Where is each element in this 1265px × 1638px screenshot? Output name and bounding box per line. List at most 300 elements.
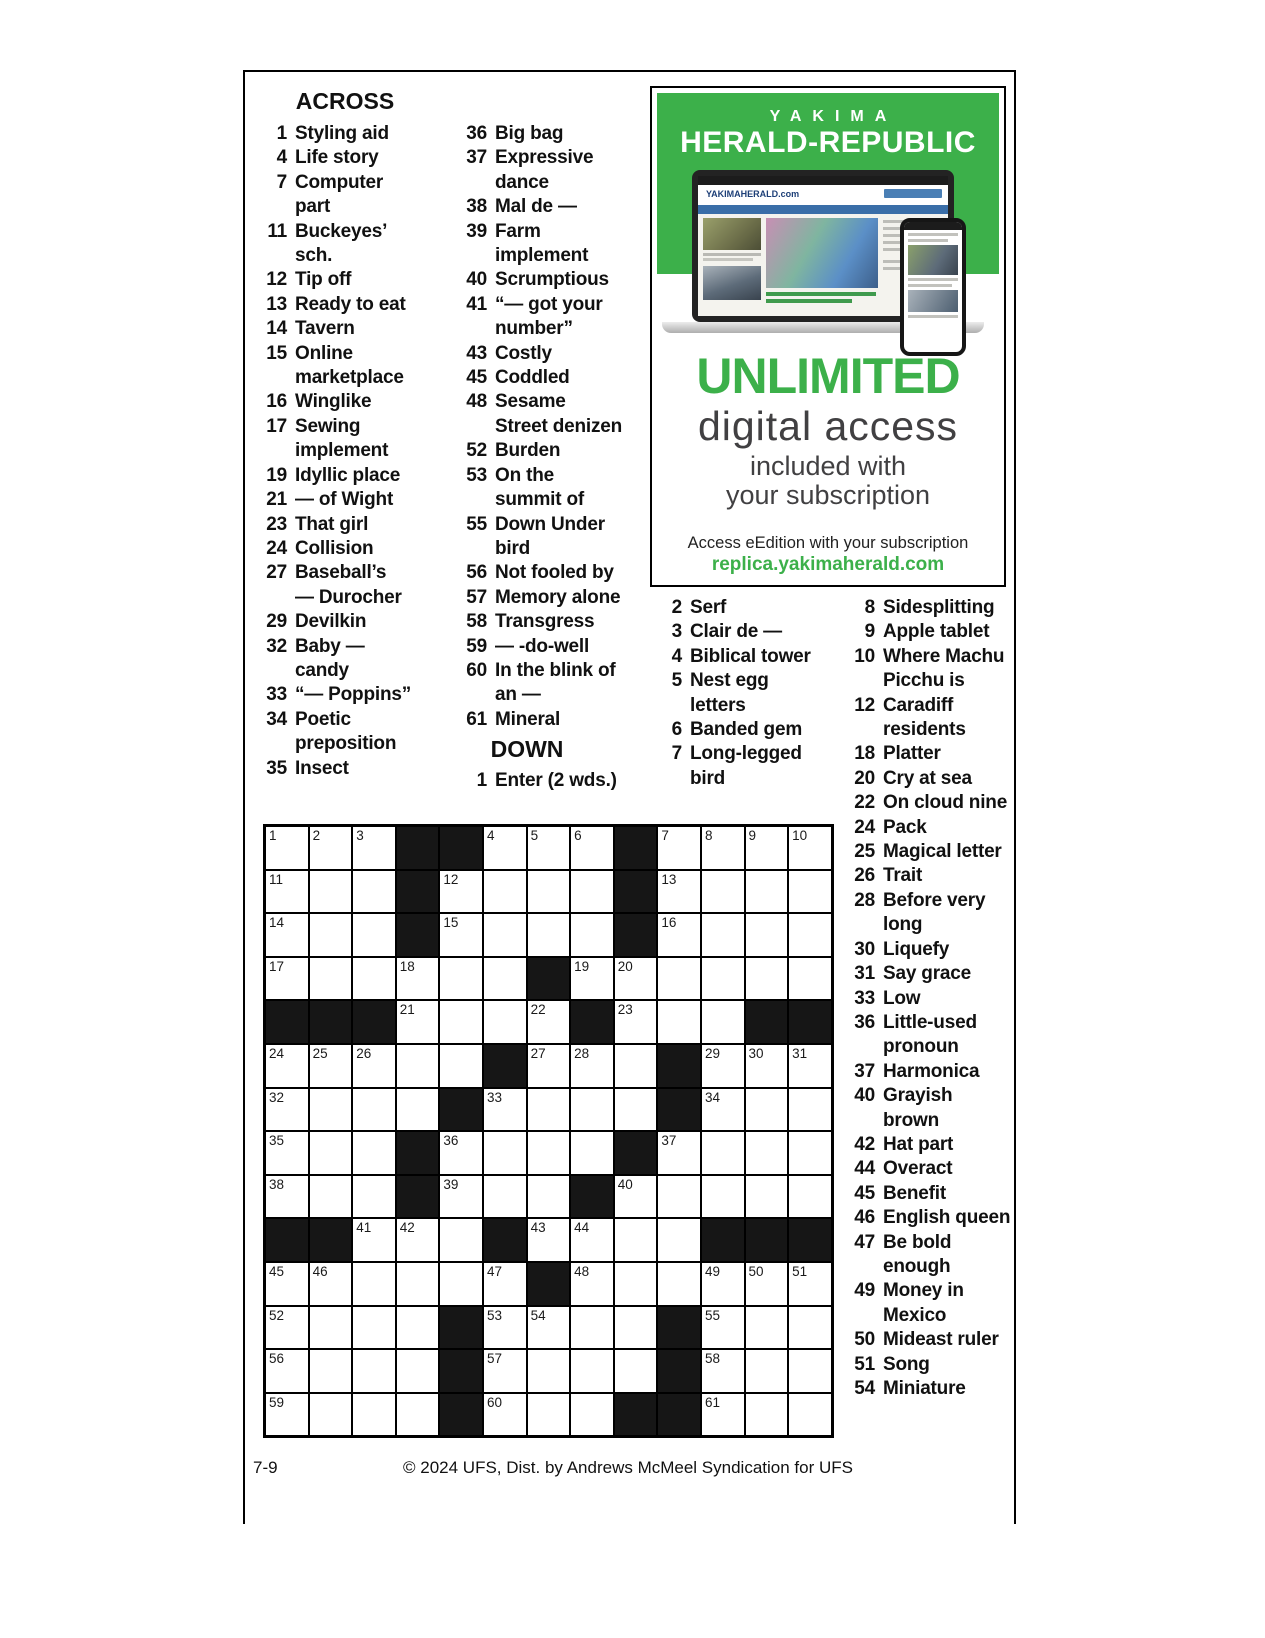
grid-cell[interactable]: [745, 1393, 789, 1437]
grid-cell[interactable]: [527, 913, 571, 957]
clue-item: [836, 1279, 1014, 1328]
grid-cell[interactable]: [657, 1175, 701, 1219]
grid-cell-number: 38: [269, 1176, 285, 1192]
clue-item: [836, 889, 1014, 938]
grid-cell[interactable]: [483, 1000, 527, 1044]
grid-cell[interactable]: [657, 913, 701, 957]
clue-text: Buckeyes’ sch.: [295, 220, 388, 267]
ad-headline: UNLIMITED: [696, 348, 960, 404]
clue-number: 13: [266, 293, 287, 315]
grid-cell-number: 58: [704, 1351, 720, 1367]
clue-number: 55: [466, 513, 487, 535]
grid-cell[interactable]: [657, 1131, 701, 1175]
clue-item: [836, 938, 1014, 962]
clue-item: [252, 171, 438, 220]
grid-cell[interactable]: [439, 957, 483, 1001]
clue-item: [252, 415, 438, 464]
grid-cell[interactable]: [570, 1218, 614, 1262]
clue-number: 24: [266, 537, 287, 559]
grid-cell[interactable]: [265, 1175, 309, 1219]
grid-cell-number: 36: [443, 1133, 459, 1149]
grid-cell[interactable]: [745, 870, 789, 914]
grid-cell[interactable]: [701, 1088, 745, 1132]
grid-cell[interactable]: [265, 1088, 309, 1132]
clue-number: 33: [854, 987, 875, 1009]
grid-cell[interactable]: [265, 1306, 309, 1350]
grid-cell-number: 14: [269, 915, 285, 931]
grid-cell[interactable]: [614, 1088, 658, 1132]
grid-black-cell: [527, 957, 571, 1001]
grid-cell-number: 33: [486, 1089, 502, 1105]
clue-item: [646, 596, 818, 620]
clue-text: Insect: [295, 757, 349, 779]
grid-cell[interactable]: [265, 957, 309, 1001]
grid-cell[interactable]: [352, 1393, 396, 1437]
grid-cell[interactable]: [657, 1000, 701, 1044]
clue-number: 41: [466, 293, 487, 315]
grid-cell[interactable]: [614, 1044, 658, 1088]
grid-cell[interactable]: [439, 1262, 483, 1306]
grid-cell[interactable]: [570, 913, 614, 957]
grid-cell-number: 31: [792, 1045, 808, 1061]
grid-cell-number: 16: [661, 915, 677, 931]
grid-cell[interactable]: [701, 1393, 745, 1437]
clue-text: Scrumptious: [495, 269, 609, 291]
grid-cell[interactable]: [701, 913, 745, 957]
clue-item: [836, 962, 1014, 986]
clue-text: Be bold enough: [883, 1231, 952, 1277]
grid-cell-number: 35: [269, 1133, 285, 1149]
clue-item: [252, 757, 438, 781]
clue-item: [836, 1060, 1014, 1084]
clue-number: 43: [466, 342, 487, 364]
clue-text: Expressive dance: [495, 147, 594, 193]
grid-cell-number: 13: [661, 871, 677, 887]
clue-number: 17: [266, 415, 287, 437]
clue-item: [836, 645, 1014, 694]
grid-cell-number: 41: [356, 1220, 372, 1236]
grid-cell[interactable]: [265, 870, 309, 914]
grid-cell[interactable]: [265, 1262, 309, 1306]
clue-text: Benefit: [883, 1182, 946, 1204]
grid-cell[interactable]: [527, 870, 571, 914]
grid-cell[interactable]: [570, 1088, 614, 1132]
grid-cell[interactable]: [657, 1262, 701, 1306]
grid-cell[interactable]: [745, 957, 789, 1001]
grid-cell[interactable]: [396, 1349, 440, 1393]
grid-cell[interactable]: [396, 957, 440, 1001]
grid-cell[interactable]: [570, 957, 614, 1001]
grid-black-cell: [570, 1175, 614, 1219]
grid-cell[interactable]: [788, 1306, 832, 1350]
grid-black-cell: [439, 1349, 483, 1393]
grid-cell[interactable]: [483, 1088, 527, 1132]
grid-cell[interactable]: [788, 1044, 832, 1088]
grid-cell[interactable]: [483, 957, 527, 1001]
grid-cell-number: 23: [617, 1002, 633, 1018]
grid-black-cell: [396, 870, 440, 914]
clue-item: [836, 767, 1014, 791]
grid-cell[interactable]: [701, 826, 745, 870]
grid-cell[interactable]: [527, 1131, 571, 1175]
clue-text: Burden: [495, 440, 561, 462]
grid-black-cell: [439, 1393, 483, 1437]
clue-number: 58: [466, 611, 487, 633]
grid-cell[interactable]: [745, 1349, 789, 1393]
clue-number: 5: [671, 670, 682, 692]
clue-text: Computer part: [295, 171, 384, 218]
news-photo-large: [766, 218, 878, 288]
grid-cell[interactable]: [309, 1131, 353, 1175]
grid-cell[interactable]: [701, 870, 745, 914]
grid-cell[interactable]: [788, 1393, 832, 1437]
grid-cell[interactable]: [309, 1349, 353, 1393]
grid-cell[interactable]: [352, 1088, 396, 1132]
grid-cell-number: 21: [399, 1002, 415, 1018]
grid-cell[interactable]: [483, 1175, 527, 1219]
down-clue-list-1: [448, 769, 634, 793]
clue-item: [448, 561, 634, 585]
headline-bar: [766, 292, 876, 296]
clue-item: [448, 366, 634, 390]
grid-cell[interactable]: [439, 1218, 483, 1262]
down-clue-list-3: [836, 596, 1014, 1401]
clue-text: Liquefy: [883, 938, 950, 960]
grid-black-cell: [788, 1218, 832, 1262]
clue-number: 10: [854, 645, 875, 667]
caption-bar: [703, 253, 761, 256]
clue-number: 18: [854, 743, 875, 765]
grid-cell[interactable]: [570, 1131, 614, 1175]
grid-cell[interactable]: [745, 1306, 789, 1350]
clue-number: 1: [276, 123, 287, 144]
grid-cell-number: 9: [748, 828, 757, 843]
grid-cell-number: 47: [486, 1263, 502, 1279]
clue-item: [252, 317, 438, 341]
grid-cell[interactable]: [701, 1349, 745, 1393]
grid-cell[interactable]: [527, 1000, 571, 1044]
clue-item: [252, 561, 438, 610]
grid-cell[interactable]: [701, 957, 745, 1001]
clue-item: [448, 586, 634, 610]
clue-text: “— got your number”: [495, 293, 603, 340]
grid-cell[interactable]: [570, 1349, 614, 1393]
clue-text: Banded gem: [690, 719, 803, 741]
grid-cell[interactable]: [483, 826, 527, 870]
grid-cell[interactable]: [745, 1262, 789, 1306]
grid-cell[interactable]: [745, 826, 789, 870]
grid-cell[interactable]: [439, 870, 483, 914]
clue-number: 12: [854, 694, 875, 716]
clue-number: 37: [466, 147, 487, 169]
grid-cell[interactable]: [396, 1218, 440, 1262]
grid-cell[interactable]: [527, 1044, 571, 1088]
puzzle-date: 7-9: [253, 1458, 278, 1477]
grid-cell[interactable]: [483, 870, 527, 914]
grid-cell[interactable]: [570, 1044, 614, 1088]
clue-text: Tip off: [295, 269, 352, 291]
grid-cell[interactable]: [701, 1175, 745, 1219]
grid-cell[interactable]: [439, 1000, 483, 1044]
grid-cell[interactable]: [309, 870, 353, 914]
text-bar: [908, 315, 958, 318]
grid-cell[interactable]: [309, 957, 353, 1001]
grid-cell[interactable]: [788, 957, 832, 1001]
grid-cell[interactable]: [788, 826, 832, 870]
clue-number: 45: [854, 1182, 875, 1204]
grid-cell[interactable]: [265, 1393, 309, 1437]
grid-cell[interactable]: [309, 826, 353, 870]
grid-cell[interactable]: [396, 1262, 440, 1306]
grid-cell[interactable]: [483, 1349, 527, 1393]
grid-cell[interactable]: [527, 1393, 571, 1437]
clue-text: Idyllic place: [295, 464, 401, 486]
grid-cell[interactable]: [788, 1175, 832, 1219]
grid-cell-number: 56: [269, 1351, 285, 1367]
grid-cell-number: 32: [269, 1089, 285, 1105]
clue-text: Mineral: [495, 708, 561, 730]
ad-brand-name: HERALD-REPUBLIC: [680, 126, 976, 159]
clue-text: Sewing implement: [295, 415, 389, 462]
grid-cell[interactable]: [352, 1175, 396, 1219]
grid-cell[interactable]: [483, 1131, 527, 1175]
grid-cell[interactable]: [352, 1131, 396, 1175]
grid-cell[interactable]: [527, 1175, 571, 1219]
grid-cell[interactable]: [788, 1349, 832, 1393]
clue-item: [448, 464, 634, 513]
clue-number: 26: [854, 865, 875, 887]
clue-text: Apple tablet: [883, 621, 990, 643]
grid-cell[interactable]: [614, 1218, 658, 1262]
clue-text: Money in Mexico: [883, 1280, 964, 1326]
clue-item: [836, 1182, 1014, 1206]
clue-item: [836, 1084, 1014, 1133]
grid-cell[interactable]: [657, 826, 701, 870]
grid-cell[interactable]: [396, 1088, 440, 1132]
grid-cell-number: 59: [269, 1394, 285, 1410]
clue-text: Trait: [883, 865, 923, 887]
clue-number: 27: [266, 562, 287, 584]
grid-cell[interactable]: [657, 957, 701, 1001]
grid-cell[interactable]: [527, 1218, 571, 1262]
grid-cell[interactable]: [788, 870, 832, 914]
clue-item: [836, 1231, 1014, 1280]
clue-item: [252, 635, 438, 684]
grid-black-cell: [396, 1131, 440, 1175]
grid-cell[interactable]: [352, 913, 396, 957]
grid-cell[interactable]: [483, 1262, 527, 1306]
grid-cell[interactable]: [614, 1000, 658, 1044]
grid-cell-number: 6: [574, 828, 582, 843]
grid-cell[interactable]: [701, 1262, 745, 1306]
grid-cell[interactable]: [439, 1044, 483, 1088]
clue-item: [252, 464, 438, 488]
ad-url-link[interactable]: replica.yakimaherald.com: [711, 554, 945, 575]
grid-cell[interactable]: [570, 870, 614, 914]
grid-cell-number: 49: [704, 1263, 720, 1279]
grid-cell-number: 5: [530, 828, 539, 843]
grid-cell[interactable]: [265, 1131, 309, 1175]
grid-cell[interactable]: [309, 1306, 353, 1350]
grid-black-cell: [483, 1218, 527, 1262]
grid-cell[interactable]: [527, 826, 571, 870]
clue-text: Low: [883, 987, 921, 1009]
clue-item: [448, 659, 634, 708]
grid-cell[interactable]: [483, 1306, 527, 1350]
grid-cell[interactable]: [352, 826, 396, 870]
clue-number: 57: [466, 586, 487, 608]
grid-black-cell: [614, 870, 658, 914]
clue-number: 4: [671, 645, 682, 667]
clue-text: Big bag: [495, 123, 564, 144]
clue-number: 45: [466, 367, 487, 389]
across-clue-list-2: [448, 122, 634, 732]
clue-text: Cry at sea: [883, 767, 972, 789]
grid-cell[interactable]: [570, 1262, 614, 1306]
grid-cell[interactable]: [352, 1218, 396, 1262]
clue-item: [252, 513, 438, 537]
ad-access-note: Access eEdition with your subscription: [687, 534, 969, 552]
grid-cell[interactable]: [352, 1262, 396, 1306]
clue-text: Life story: [295, 147, 379, 169]
grid-cell[interactable]: [788, 913, 832, 957]
clue-item: [448, 342, 634, 366]
grid-cell[interactable]: [439, 1175, 483, 1219]
grid-cell[interactable]: [614, 957, 658, 1001]
grid-cell[interactable]: [265, 1044, 309, 1088]
clue-number: 49: [854, 1280, 875, 1302]
grid-cell[interactable]: [309, 913, 353, 957]
grid-cell-number: 45: [269, 1263, 285, 1279]
clue-item: [252, 146, 438, 170]
grid-cell[interactable]: [483, 913, 527, 957]
clue-number: 35: [266, 757, 287, 779]
grid-cell[interactable]: [396, 1306, 440, 1350]
clue-item: [836, 864, 1014, 888]
grid-cell[interactable]: [309, 1088, 353, 1132]
clue-item: [448, 390, 634, 439]
grid-cell[interactable]: [614, 1262, 658, 1306]
clue-item: [252, 683, 438, 707]
down-clue-list-2: [646, 596, 818, 791]
clue-text: Devilkin: [295, 611, 367, 633]
grid-cell[interactable]: [701, 1000, 745, 1044]
across-clues-column-2: [448, 122, 634, 793]
grid-cell[interactable]: [352, 1306, 396, 1350]
grid-cell[interactable]: [439, 1131, 483, 1175]
grid-cell[interactable]: [396, 1000, 440, 1044]
clue-item: [836, 1353, 1014, 1377]
grid-cell[interactable]: [309, 1393, 353, 1437]
grid-cell-number: 39: [443, 1176, 459, 1192]
grid-cell[interactable]: [527, 1349, 571, 1393]
clue-number: 2: [671, 597, 682, 618]
clue-number: 56: [466, 562, 487, 584]
grid-cell-number: 44: [574, 1220, 590, 1236]
grid-cell[interactable]: [265, 826, 309, 870]
grid-cell[interactable]: [614, 1306, 658, 1350]
grid-cell[interactable]: [745, 1044, 789, 1088]
grid-cell[interactable]: [745, 1131, 789, 1175]
grid-black-cell: [309, 1000, 353, 1044]
grid-cell[interactable]: [309, 1262, 353, 1306]
clue-number: 37: [854, 1060, 875, 1082]
clue-item: [646, 742, 818, 791]
grid-cell[interactable]: [483, 1393, 527, 1437]
grid-cell[interactable]: [265, 1349, 309, 1393]
grid-cell[interactable]: [657, 870, 701, 914]
grid-cell-number: 50: [748, 1263, 764, 1279]
grid-cell[interactable]: [701, 1044, 745, 1088]
grid-cell[interactable]: [614, 1349, 658, 1393]
clue-number: 7: [276, 171, 287, 193]
grid-cell-number: 25: [312, 1045, 328, 1061]
clue-number: 28: [854, 889, 875, 911]
grid-black-cell: [657, 1088, 701, 1132]
grid-cell[interactable]: [788, 1131, 832, 1175]
grid-cell[interactable]: [309, 1044, 353, 1088]
grid-cell[interactable]: [265, 913, 309, 957]
clue-text: Farm implement: [495, 220, 589, 267]
grid-cell[interactable]: [701, 1131, 745, 1175]
grid-cell[interactable]: [745, 1088, 789, 1132]
clue-item: [448, 268, 634, 292]
grid-cell[interactable]: [570, 1393, 614, 1437]
grid-cell[interactable]: [701, 1306, 745, 1350]
grid-black-cell: [439, 1306, 483, 1350]
car-ad-photo: [703, 266, 761, 300]
grid-cell[interactable]: [309, 1175, 353, 1219]
browser-bar: [698, 176, 948, 185]
grid-cell[interactable]: [527, 1088, 571, 1132]
clue-number: 33: [266, 684, 287, 706]
grid-black-cell: [439, 1088, 483, 1132]
grid-cell-number: 46: [312, 1263, 328, 1279]
grid-cell-number: 8: [704, 828, 713, 843]
clue-item: [646, 718, 818, 742]
grid-cell[interactable]: [527, 1306, 571, 1350]
grid-cell[interactable]: [788, 1262, 832, 1306]
grid-cell[interactable]: [352, 1349, 396, 1393]
grid-cell[interactable]: [570, 826, 614, 870]
grid-cell[interactable]: [570, 1306, 614, 1350]
grid-cell[interactable]: [657, 1218, 701, 1262]
clue-item: [646, 669, 818, 718]
clue-text: Online marketplace: [295, 342, 404, 389]
across-header: ACROSS: [295, 88, 395, 114]
clue-item: [836, 1157, 1014, 1181]
grid-cell[interactable]: [439, 913, 483, 957]
grid-cell[interactable]: [788, 1088, 832, 1132]
grid-cell[interactable]: [396, 1393, 440, 1437]
grid-cell[interactable]: [352, 1044, 396, 1088]
clue-item: [448, 146, 634, 195]
grid-cell[interactable]: [614, 1175, 658, 1219]
clue-text: Baseball’s — Durocher: [295, 562, 402, 608]
clue-number: 40: [466, 269, 487, 291]
grid-cell[interactable]: [396, 1044, 440, 1088]
clue-text: Tavern: [295, 318, 355, 340]
grid-cell[interactable]: [352, 870, 396, 914]
clue-text: Sidesplitting: [883, 597, 995, 618]
clue-number: 12: [266, 269, 287, 291]
clue-item: [252, 342, 438, 391]
grid-cell[interactable]: [352, 957, 396, 1001]
clue-item: [448, 708, 634, 732]
clue-number: 1: [476, 769, 487, 791]
grid-cell[interactable]: [745, 1175, 789, 1219]
grid-cell[interactable]: [745, 913, 789, 957]
